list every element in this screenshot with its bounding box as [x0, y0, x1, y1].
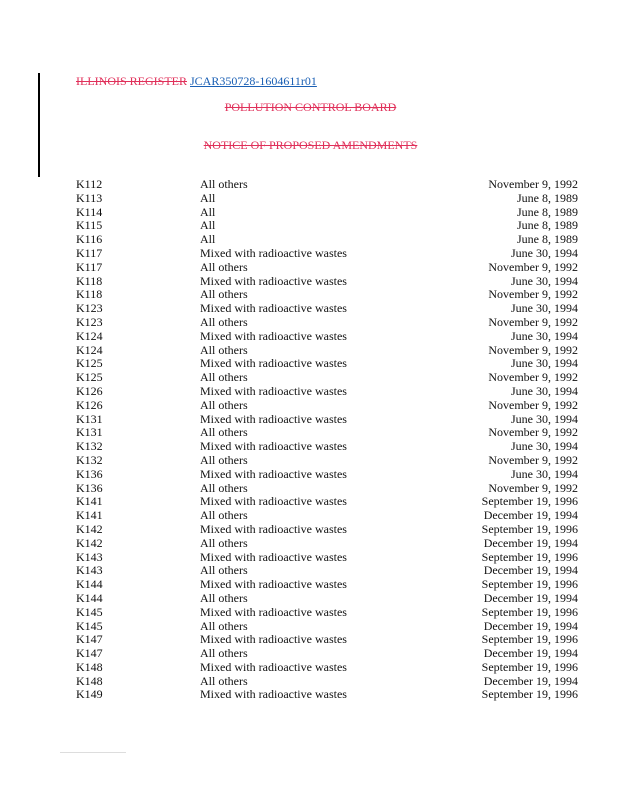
table-row: [76, 688, 578, 702]
effective-date-cell: June 30, 1994: [511, 411, 578, 426]
waste-description-cell: Mixed with radioactive wastes: [200, 356, 347, 371]
waste-code-cell: K123: [76, 301, 103, 316]
table-row: [76, 551, 578, 565]
waste-code-cell: K141: [76, 508, 103, 523]
effective-date-cell: November 9, 1992: [488, 287, 578, 302]
effective-date-cell: June 8, 1989: [517, 204, 578, 219]
effective-date-cell: December 19, 1994: [483, 590, 578, 605]
waste-description-cell: All: [200, 190, 216, 205]
waste-description-cell: Mixed with radioactive wastes: [200, 245, 347, 260]
waste-description-cell: All others: [200, 452, 248, 467]
waste-code-cell: K143: [76, 549, 103, 564]
agency-name-struck: POLLUTION CONTROL BOARD: [224, 100, 397, 114]
effective-date-cell: June 30, 1994: [511, 356, 578, 371]
register-header: [76, 74, 317, 89]
waste-code-cell: K142: [76, 535, 103, 550]
table-row: [76, 275, 578, 289]
effective-date-cell: November 9, 1992: [488, 342, 578, 357]
table-row: [76, 192, 578, 206]
waste-description-cell: All others: [200, 314, 248, 329]
table-row: [76, 523, 578, 537]
table-row: [76, 371, 578, 385]
effective-date-cell: June 30, 1994: [511, 273, 578, 288]
waste-code-cell: K144: [76, 590, 103, 605]
table-row: [76, 440, 578, 454]
waste-code-cell: K113: [76, 190, 103, 205]
waste-description-cell: Mixed with radioactive wastes: [200, 466, 347, 481]
table-row: [76, 495, 578, 509]
waste-description-cell: Mixed with radioactive wastes: [200, 411, 347, 426]
table-row: [76, 426, 578, 440]
waste-code-cell: K117: [76, 259, 103, 274]
waste-code-cell: K114: [76, 204, 103, 219]
effective-date-cell: November 9, 1992: [488, 480, 578, 495]
waste-code-cell: K142: [76, 521, 103, 536]
effective-date-cell: September 19, 1996: [481, 577, 578, 592]
table-row: [76, 482, 578, 496]
waste-description-cell: Mixed with radioactive wastes: [200, 549, 347, 564]
effective-date-cell: November 9, 1992: [488, 314, 578, 329]
table-row: [76, 592, 578, 606]
table-row: [76, 675, 578, 689]
waste-code-cell: K124: [76, 328, 103, 343]
waste-code-cell: K126: [76, 397, 103, 412]
waste-description-cell: Mixed with radioactive wastes: [200, 301, 347, 316]
waste-description-cell: All others: [200, 590, 248, 605]
waste-description-cell: All: [200, 218, 216, 233]
effective-date-cell: November 9, 1992: [488, 259, 578, 274]
effective-date-cell: November 9, 1992: [488, 452, 578, 467]
table-row: [76, 468, 578, 482]
waste-code-cell: K126: [76, 383, 103, 398]
waste-code-cell: K116: [76, 232, 103, 247]
register-name-struck: ILLINOIS REGISTER: [76, 74, 187, 88]
waste-code-cell: K136: [76, 480, 103, 495]
waste-code-cell: K132: [76, 439, 103, 454]
waste-description-cell: Mixed with radioactive wastes: [200, 521, 347, 536]
waste-code-cell: K147: [76, 632, 103, 647]
waste-code-cell: K147: [76, 646, 103, 661]
effective-date-cell: June 30, 1994: [511, 439, 578, 454]
footer-rule: [60, 752, 126, 753]
waste-description-cell: Mixed with radioactive wastes: [200, 659, 347, 674]
effective-date-cell: September 19, 1996: [481, 494, 578, 509]
table-row: [76, 633, 578, 647]
waste-code-cell: K148: [76, 659, 103, 674]
waste-code-cell: K149: [76, 687, 103, 702]
effective-date-cell: September 19, 1996: [481, 659, 578, 674]
revision-change-bar: [38, 73, 40, 177]
table-row: [76, 233, 578, 247]
effective-date-cell: November 9, 1992: [488, 425, 578, 440]
waste-description-cell: All: [200, 204, 216, 219]
table-row: [76, 344, 578, 358]
effective-date-cell: June 8, 1989: [517, 190, 578, 205]
effective-date-cell: December 19, 1994: [483, 563, 578, 578]
waste-description-cell: Mixed with radioactive wastes: [200, 632, 347, 647]
waste-description-cell: All others: [200, 646, 248, 661]
table-row: [76, 537, 578, 551]
waste-description-cell: All others: [200, 177, 248, 191]
register-id-inserted: JCAR350728-1604611r01: [190, 74, 317, 88]
effective-date-cell: December 19, 1994: [483, 646, 578, 661]
effective-date-cell: September 19, 1996: [481, 604, 578, 619]
effective-date-cell: September 19, 1996: [481, 632, 578, 647]
table-row: [76, 302, 578, 316]
waste-code-cell: K125: [76, 356, 103, 371]
waste-code-cell: K136: [76, 466, 103, 481]
waste-code-table-body: [76, 178, 578, 702]
table-row: [76, 661, 578, 675]
waste-code-cell: K124: [76, 342, 103, 357]
waste-description-cell: Mixed with radioactive wastes: [200, 494, 347, 509]
waste-code-cell: K123: [76, 314, 103, 329]
effective-date-cell: June 8, 1989: [517, 232, 578, 247]
waste-description-cell: All others: [200, 287, 248, 302]
effective-date-cell: June 30, 1994: [511, 466, 578, 481]
waste-description-cell: All others: [200, 480, 248, 495]
waste-description-cell: All others: [200, 535, 248, 550]
waste-code-cell: K112: [76, 177, 103, 191]
effective-date-cell: November 9, 1992: [488, 177, 578, 191]
waste-description-cell: Mixed with radioactive wastes: [200, 383, 347, 398]
waste-description-cell: Mixed with radioactive wastes: [200, 273, 347, 288]
waste-description-cell: All others: [200, 673, 248, 688]
waste-code-cell: K145: [76, 604, 103, 619]
effective-date-cell: December 19, 1994: [483, 618, 578, 633]
table-row: [76, 454, 578, 468]
table-row: [76, 247, 578, 261]
waste-code-table: [76, 178, 578, 702]
waste-code-cell: K145: [76, 618, 103, 633]
effective-date-cell: December 19, 1994: [483, 508, 578, 523]
waste-code-cell: K141: [76, 494, 103, 509]
table-row: [76, 357, 578, 371]
waste-code-cell: K143: [76, 563, 103, 578]
effective-date-cell: September 19, 1996: [481, 687, 578, 702]
table-row: [76, 261, 578, 275]
notice-header: [0, 138, 621, 153]
table-row: [76, 330, 578, 344]
waste-description-cell: All others: [200, 370, 248, 385]
waste-code-cell: K131: [76, 425, 103, 440]
effective-date-cell: June 8, 1989: [517, 218, 578, 233]
waste-code-cell: K118: [76, 287, 103, 302]
waste-description-cell: Mixed with radioactive wastes: [200, 604, 347, 619]
waste-code-cell: K125: [76, 370, 103, 385]
waste-code-cell: K132: [76, 452, 103, 467]
table-row: [76, 206, 578, 220]
notice-title-struck: NOTICE OF PROPOSED AMENDMENTS: [203, 138, 418, 152]
table-row: [76, 219, 578, 233]
effective-date-cell: June 30, 1994: [511, 383, 578, 398]
waste-description-cell: All others: [200, 618, 248, 633]
waste-description-cell: All others: [200, 563, 248, 578]
table-row: [76, 647, 578, 661]
effective-date-cell: June 30, 1994: [511, 328, 578, 343]
waste-code-cell: K148: [76, 673, 103, 688]
table-row: [76, 509, 578, 523]
effective-date-cell: June 30, 1994: [511, 245, 578, 260]
waste-description-cell: Mixed with radioactive wastes: [200, 577, 347, 592]
waste-code-cell: K144: [76, 577, 103, 592]
waste-code-cell: K131: [76, 411, 103, 426]
table-row: [76, 578, 578, 592]
effective-date-cell: November 9, 1992: [488, 370, 578, 385]
table-row: [76, 178, 578, 192]
waste-description-cell: Mixed with radioactive wastes: [200, 439, 347, 454]
effective-date-cell: June 30, 1994: [511, 301, 578, 316]
effective-date-cell: December 19, 1994: [483, 535, 578, 550]
table-row: [76, 606, 578, 620]
waste-description-cell: All: [200, 232, 216, 247]
waste-code-cell: K117: [76, 245, 103, 260]
table-row: [76, 316, 578, 330]
waste-code-cell: K115: [76, 218, 103, 233]
waste-code-cell: K118: [76, 273, 103, 288]
waste-description-cell: All others: [200, 508, 248, 523]
waste-description-cell: Mixed with radioactive wastes: [200, 328, 347, 343]
effective-date-cell: September 19, 1996: [481, 521, 578, 536]
table-row: [76, 564, 578, 578]
waste-description-cell: All others: [200, 259, 248, 274]
waste-description-cell: All others: [200, 342, 248, 357]
effective-date-cell: December 19, 1994: [483, 673, 578, 688]
table-row: [76, 620, 578, 634]
table-row: [76, 288, 578, 302]
effective-date-cell: September 19, 1996: [481, 549, 578, 564]
table-row: [76, 413, 578, 427]
table-row: [76, 385, 578, 399]
waste-description-cell: Mixed with radioactive wastes: [200, 687, 347, 702]
table-row: [76, 399, 578, 413]
effective-date-cell: November 9, 1992: [488, 397, 578, 412]
agency-header: [0, 100, 621, 115]
waste-description-cell: All others: [200, 397, 248, 412]
waste-description-cell: All others: [200, 425, 248, 440]
